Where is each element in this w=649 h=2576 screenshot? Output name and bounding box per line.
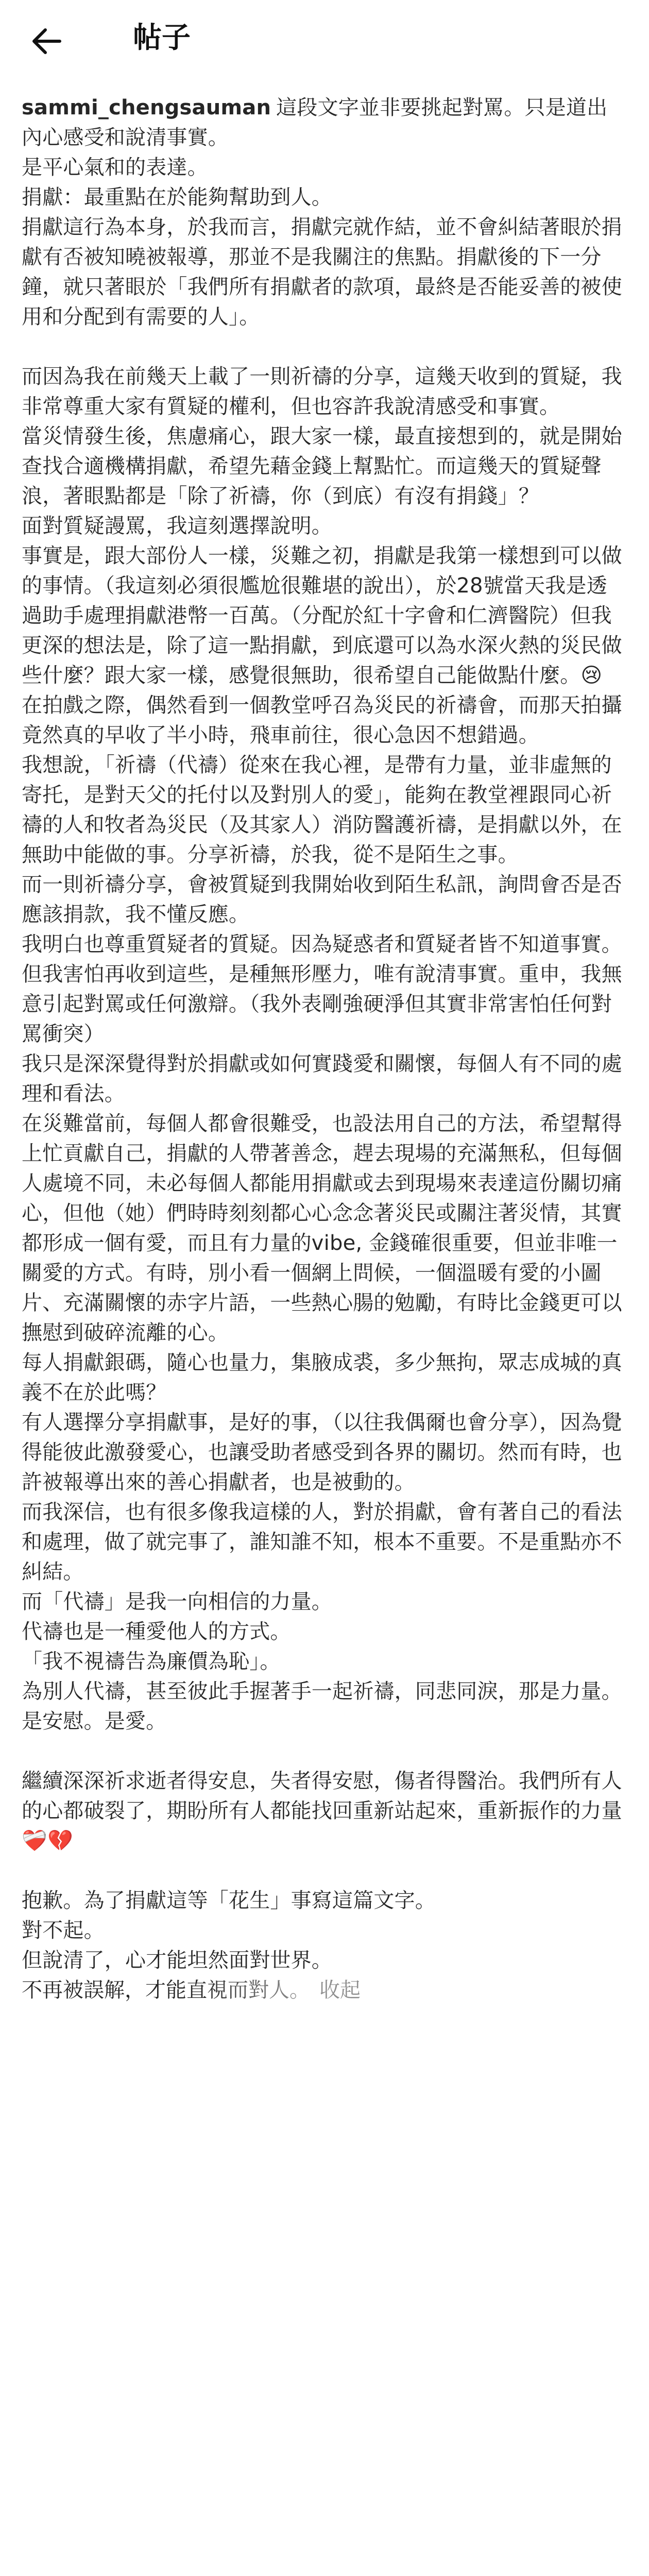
caption-paragraph: 但我害怕再收到這些，是種無形壓力，唯有說清事實。重申，我無意引起對罵或任何激辯。（我外表剛強硬淨但其實非常害怕任何對罵衝突） (22, 962, 622, 1046)
arrow-left-icon (31, 28, 62, 55)
top-bar (0, 0, 649, 77)
post-caption (0, 77, 649, 2005)
page-title: 帖子 (133, 21, 191, 55)
caption-paragraph: 抱歉。為了捐獻這等「花生」事寫這篇文字。 (22, 1889, 436, 1912)
caption-paragraph: 而因為我在前幾天上載了一則祈禱的分享，這幾天收到的質疑，我非常尊重大家有質疑的權利，但也容許我說清感受和事實。 (22, 365, 622, 418)
caption-last-line (22, 1975, 627, 2005)
caption-first-line (22, 93, 627, 152)
caption-paragraph: 而一則祈禱分享，會被質疑到我開始收到陌生私訊，詢問會否是否應該捐款，我不懂反應。 (22, 873, 622, 926)
blank-line (22, 1856, 627, 1886)
collapse-button[interactable]: 收起 (319, 1978, 361, 2002)
caption-paragraph: 當災情發生後，焦慮痛心，跟大家一樣，最直接想到的，就是開始查找合適機構捐獻，希望先藉金錢上幫點忙。而這幾天的質疑聲浪，著眼點都是「除了祈禱，你（到底）有沒有捐錢」？ (22, 425, 622, 508)
caption-paragraph: 每人捐獻銀碼，隨心也量力，集腋成裘，多少無拘，眾志成城的真義不在於此嗎？ (22, 1351, 622, 1404)
blank-line (22, 332, 627, 362)
caption-paragraph: 捐獻：最重點在於能夠幫助到人。 (22, 185, 332, 209)
caption-paragraph: 但說清了，心才能坦然面對世界。 (22, 1948, 332, 1972)
caption-paragraph: 代禱也是一種愛他人的方式。 (22, 1620, 291, 1643)
caption-paragraph: 為別人代禱，甚至彼此手握著手一起祈禱，同悲同淚，那是力量。是安慰。是愛。 (22, 1680, 622, 1733)
caption-paragraph: 對不起。 (22, 1919, 105, 1942)
caption-paragraph: 而我深信，也有很多像我這樣的人，對於捐獻，會有著自己的看法和處理，做了就完事了，誰知誰不知，根本不重要。不是重點亦不糾結。 (22, 1500, 622, 1584)
caption-paragraph: 事實是，跟大部份人一樣，災難之初，捐獻是我第一樣想到可以做的事情。（我這刻必須很尷尬很難堪的說出），於28號當天我是透過助手處理捐獻港幣一百萬。（分配於紅十字會和仁濟醫院）但我更深的想法是，除了這一點捐獻，到底還可以為水深火熱的災民做些什麼？跟大家一樣，感覺很無助，很希望自己能做點什麼。😢 (22, 544, 622, 687)
caption-paragraph: 是平心氣和的表達。 (22, 156, 208, 179)
caption-paragraph: 我只是深深覺得對於捐獻或如何實踐愛和關懷，每個人有不同的處理和看法。 (22, 1052, 622, 1106)
caption-paragraph: 「我不視禱告為廉價為恥」。 (22, 1650, 281, 1673)
caption-paragraph: 而「代禱」是我一向相信的力量。 (22, 1590, 332, 1614)
caption-paragraph: 在災難當前，每個人都會很難受，也設法用自己的方法，希望幫得上忙貢獻自己，捐獻的人帶著善念，趕去現場的充滿無私，但每個人處境不同，未必每個人都能用捐獻或去到現場來表達這份關切痛心，但他（她）們時時刻刻都心心念念著災民或關注著災情，其實都形成一個有愛，而且有力量的vibe, 金錢確很重要，但並非唯一關愛的方式。有時，別小看一個網上問候，一個溫暖有愛的小圖片、充滿關懷的赤字片語，一些熱心腸的勉勵，有時比金錢更可以撫慰到破碎流離的心。 (22, 1112, 622, 1345)
caption-paragraph: 面對質疑謾罵，我這刻選擇說明。 (22, 514, 332, 538)
back-button[interactable] (25, 20, 68, 63)
caption-paragraph: 在拍戲之際，偶然看到一個教堂呼召為災民的祈禱會，而那天拍攝竟然真的早收了半小時，飛車前往，很心急因不想錯過。 (22, 693, 622, 747)
caption-paragraph: 捐獻這行為本身，於我而言，捐獻完就作結，並不會糾結著眼於捐獻有否被知曉被報導，那並不是我關注的焦點。捐獻後的下一分鐘，就只著眼於「我們所有捐獻者的款項，最終是否能妥善的被使用和分配到有需要的人」。 (22, 215, 622, 329)
caption-paragraph: 我想說，「祈禱（代禱）從來在我心裡，是帶有力量，並非虛無的寄托，是對天父的托付以及對別人的愛」，能夠在教堂裡跟同心祈禱的人和牧者為災民（及其家人）消防醫護祈禱，是捐獻以外，在無助中能做的事。分享祈禱，於我，從不是陌生之事。 (22, 753, 622, 867)
blank-line (22, 1736, 627, 1766)
caption-fading-text: 不再被誤解，才能直視而對人。 (22, 1978, 310, 2002)
caption-paragraph: 有人選擇分享捐獻事，是好的事，（以往我偶爾也會分享），因為覺得能彼此激發愛心，也讓受助者感受到各界的關切。然而有時，也許被報導出來的善心捐獻者，也是被動的。 (22, 1411, 622, 1494)
username-link[interactable]: sammi_chengsauman (22, 96, 271, 120)
caption-paragraph: 我明白也尊重質疑者的質疑。因為疑惑者和質疑者皆不知道事實。 (22, 933, 622, 956)
caption-text: 這段文字並非要挑起對罵。只是道出內心感受和說清事實。 (22, 96, 608, 149)
caption-paragraph: 繼續深深祈求逝者得安息，失者得安慰，傷者得醫治。我們所有人的心都破裂了，期盼所有人都能找回重新站起來，重新振作的力量❤️‍🩹💔 (22, 1769, 622, 1853)
